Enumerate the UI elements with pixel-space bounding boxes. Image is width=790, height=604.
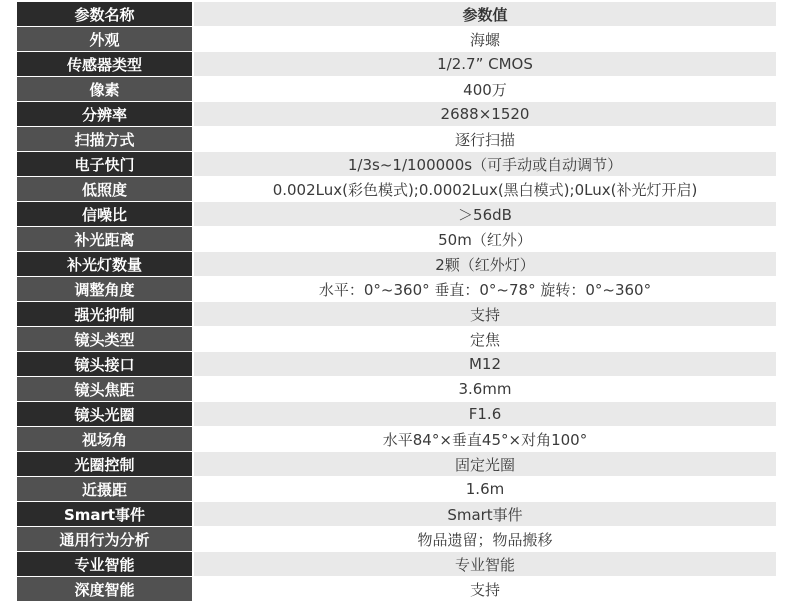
table-row — [17, 252, 776, 277]
param-name-cell: 通用行为分析 — [17, 527, 192, 552]
param-name-cell: 近摄距 — [17, 477, 192, 502]
table-row — [17, 227, 776, 252]
param-value-cell: 3.6mm — [194, 377, 776, 402]
param-name-cell: 镜头类型 — [17, 327, 192, 352]
param-name-cell: 像素 — [17, 77, 192, 102]
param-value-cell: 1/2.7” CMOS — [194, 52, 776, 77]
param-name-cell: Smart事件 — [17, 502, 192, 527]
param-name-cell: 镜头焦距 — [17, 377, 192, 402]
table-row — [17, 277, 776, 302]
param-name-cell: 强光抑制 — [17, 302, 192, 327]
param-value-cell: Smart事件 — [194, 502, 776, 527]
param-name-cell: 信噪比 — [17, 202, 192, 227]
param-name-cell: 光圈控制 — [17, 452, 192, 477]
param-value-cell: 2颗（红外灯） — [194, 252, 776, 277]
table-row — [17, 52, 776, 77]
table-row — [17, 402, 776, 427]
param-name-cell: 补光灯数量 — [17, 252, 192, 277]
table-header-row — [17, 2, 776, 27]
param-value-cell: F1.6 — [194, 402, 776, 427]
param-value-cell: 定焦 — [194, 327, 776, 352]
param-value-cell: 1.6m — [194, 477, 776, 502]
param-name-cell: 传感器类型 — [17, 52, 192, 77]
param-value-cell: 50m（红外） — [194, 227, 776, 252]
table-row — [17, 577, 776, 602]
param-name-cell: 外观 — [17, 27, 192, 52]
table-row — [17, 502, 776, 527]
table-row — [17, 77, 776, 102]
param-value-cell: 物品遗留；物品搬移 — [194, 527, 776, 552]
table-row — [17, 377, 776, 402]
param-value-cell: 400万 — [194, 77, 776, 102]
table-row — [17, 327, 776, 352]
param-value-cell: 固定光圈 — [194, 452, 776, 477]
param-name-cell: 镜头光圈 — [17, 402, 192, 427]
param-name-cell: 分辨率 — [17, 102, 192, 127]
param-value-cell: 水平84°×垂直45°×对角100° — [194, 427, 776, 452]
table-row — [17, 102, 776, 127]
table-row — [17, 477, 776, 502]
spec-table — [17, 2, 776, 602]
param-name-cell: 低照度 — [17, 177, 192, 202]
param-value-cell: 逐行扫描 — [194, 127, 776, 152]
param-value-cell: ＞56dB — [194, 202, 776, 227]
table-row — [17, 177, 776, 202]
table-row — [17, 27, 776, 52]
table-row — [17, 127, 776, 152]
param-value-cell: 1/3s~1/100000s（可手动或自动调节） — [194, 152, 776, 177]
param-value-cell: 海螺 — [194, 27, 776, 52]
table-row — [17, 427, 776, 452]
param-value-cell: 专业智能 — [194, 552, 776, 577]
param-name-cell: 补光距离 — [17, 227, 192, 252]
param-name-cell: 扫描方式 — [17, 127, 192, 152]
header-param-value: 参数值 — [194, 2, 776, 27]
table-row — [17, 527, 776, 552]
param-value-cell: M12 — [194, 352, 776, 377]
param-name-cell: 专业智能 — [17, 552, 192, 577]
table-row — [17, 302, 776, 327]
param-name-cell: 深度智能 — [17, 577, 192, 602]
table-row — [17, 202, 776, 227]
param-value-cell: 支持 — [194, 577, 776, 602]
param-name-cell: 视场角 — [17, 427, 192, 452]
header-param-name: 参数名称 — [17, 2, 192, 27]
param-name-cell: 调整角度 — [17, 277, 192, 302]
param-value-cell: 2688×1520 — [194, 102, 776, 127]
param-value-cell: 支持 — [194, 302, 776, 327]
param-value-cell: 水平：0°~360° 垂直：0°~78° 旋转：0°~360° — [194, 277, 776, 302]
table-row — [17, 552, 776, 577]
param-name-cell: 镜头接口 — [17, 352, 192, 377]
param-name-cell: 电子快门 — [17, 152, 192, 177]
table-row — [17, 452, 776, 477]
table-row — [17, 152, 776, 177]
param-value-cell: 0.002Lux(彩色模式);0.0002Lux(黑白模式);0Lux(补光灯开启) — [194, 177, 776, 202]
table-row — [17, 352, 776, 377]
